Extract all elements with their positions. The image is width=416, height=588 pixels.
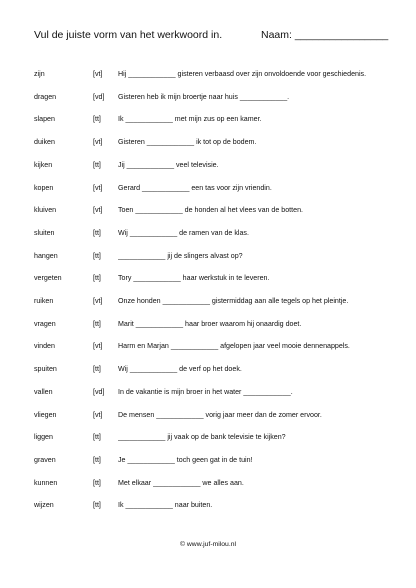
exercise-tense-code: [vd] bbox=[93, 387, 105, 396]
exercise-verb: wijzen bbox=[34, 501, 54, 510]
exercise-tense-code: [tt] bbox=[93, 319, 101, 328]
exercise-row bbox=[0, 501, 416, 513]
exercise-verb: vliegen bbox=[34, 410, 57, 419]
exercise-verb: zijn bbox=[34, 70, 45, 78]
exercise-row bbox=[0, 252, 416, 264]
exercise-row bbox=[0, 411, 416, 423]
footer-credit: © www.juf-milou.nl bbox=[180, 541, 236, 548]
exercise-verb: spuiten bbox=[34, 365, 57, 374]
exercise-verb: liggen bbox=[34, 433, 53, 442]
exercise-row bbox=[0, 184, 416, 196]
exercise-row bbox=[0, 70, 416, 82]
exercise-sentence: Tory ____________ haar werkstuk in te leveren. bbox=[118, 274, 270, 283]
exercise-tense-code: [tt] bbox=[93, 478, 101, 487]
exercise-sentence: Toen ____________ de honden al het vlees van de botten. bbox=[118, 206, 303, 215]
exercise-tense-code: [vt] bbox=[93, 206, 103, 215]
exercise-verb: dragen bbox=[34, 92, 57, 101]
exercise-sentence: Hij ____________ gisteren verbaasd over zijn onvoldoende voor geschiedenis. bbox=[118, 70, 367, 78]
exercise-tense-code: [tt] bbox=[93, 501, 101, 510]
exercise-sentence: De mensen ____________ vorig jaar meer dan de zomer ervoor. bbox=[118, 410, 322, 419]
exercise-verb: sluiten bbox=[34, 228, 55, 237]
exercise-row bbox=[0, 456, 416, 468]
exercise-tense-code: [tt] bbox=[93, 455, 101, 464]
exercise-sentence: Gerard ____________ een tas voor zijn vriendin. bbox=[118, 183, 272, 192]
exercise-row bbox=[0, 342, 416, 354]
exercise-row bbox=[0, 229, 416, 241]
exercise-tense-code: [tt] bbox=[93, 274, 101, 283]
exercise-sentence: Marit ____________ haar broer waarom hij onaardig doet. bbox=[118, 319, 302, 328]
exercise-verb: vergeten bbox=[34, 274, 62, 283]
exercise-verb: vallen bbox=[34, 387, 53, 396]
exercise-sentence: Harm en Marjan ____________ afgelopen jaar veel mooie dennenappels. bbox=[118, 342, 350, 351]
exercise-row bbox=[0, 433, 416, 445]
exercise-tense-code: [vt] bbox=[93, 183, 103, 192]
exercise-verb: kopen bbox=[34, 183, 54, 192]
exercise-sentence: Wij ____________ de verf op het doek. bbox=[118, 365, 242, 374]
exercise-tense-code: [vt] bbox=[93, 342, 103, 351]
exercise-row bbox=[0, 161, 416, 173]
exercise-verb: vragen bbox=[34, 319, 56, 328]
exercise-row bbox=[0, 297, 416, 309]
exercise-sentence: ____________ jij vaak op de bank televisie te kijken? bbox=[118, 433, 286, 442]
exercise-verb: hangen bbox=[34, 251, 58, 260]
exercise-verb: vinden bbox=[34, 342, 55, 351]
name-field-label: Naam: ________________ bbox=[261, 29, 389, 41]
exercise-sentence: Gisteren heb ik mijn broertje naar huis ____________. bbox=[118, 92, 290, 101]
exercise-sentence: Jij ____________ veel televisie. bbox=[118, 160, 219, 169]
exercise-row bbox=[0, 206, 416, 218]
exercise-row bbox=[0, 388, 416, 400]
exercise-tense-code: [tt] bbox=[93, 433, 101, 442]
exercise-row bbox=[0, 365, 416, 377]
exercise-tense-code: [tt] bbox=[93, 160, 101, 169]
exercise-sentence: Onze honden ____________ gistermiddag aan alle tegels op het pleintje. bbox=[118, 297, 349, 305]
exercise-tense-code: [vt] bbox=[93, 410, 103, 419]
exercise-tense-code: [tt] bbox=[93, 228, 101, 237]
exercise-tense-code: [vd] bbox=[93, 92, 105, 101]
exercise-sentence: Ik ____________ met mijn zus op een kamer. bbox=[118, 115, 262, 124]
exercise-verb: kluiven bbox=[34, 206, 57, 215]
worksheet-title: Vul de juiste vorm van het werkwoord in. bbox=[34, 29, 223, 41]
exercise-tense-code: [tt] bbox=[93, 251, 101, 260]
exercise-tense-code: [vt] bbox=[93, 70, 103, 78]
exercise-tense-code: [tt] bbox=[93, 365, 101, 374]
exercise-verb: slapen bbox=[34, 115, 55, 124]
exercise-tense-code: [vt] bbox=[93, 297, 103, 305]
exercise-row bbox=[0, 274, 416, 286]
exercise-row bbox=[0, 115, 416, 127]
exercise-tense-code: [tt] bbox=[93, 115, 101, 124]
exercise-verb: graven bbox=[34, 455, 56, 464]
exercise-sentence: Gisteren ____________ ik tot op de bodem. bbox=[118, 138, 257, 147]
exercise-row bbox=[0, 479, 416, 491]
exercise-sentence: ____________ jij de slingers alvast op? bbox=[118, 251, 243, 260]
exercise-sentence: Wij ____________ de ramen van de klas. bbox=[118, 228, 249, 237]
exercise-verb: kunnen bbox=[34, 478, 58, 487]
exercise-sentence: Ik ____________ naar buiten. bbox=[118, 501, 213, 510]
exercise-tense-code: [vt] bbox=[93, 138, 103, 147]
exercise-row bbox=[0, 93, 416, 105]
exercise-verb: ruiken bbox=[34, 297, 54, 305]
exercise-verb: duiken bbox=[34, 138, 55, 147]
exercise-sentence: Met elkaar ____________ we alles aan. bbox=[118, 478, 244, 487]
exercise-sentence: Je ____________ toch geen gat in de tuin! bbox=[118, 455, 253, 464]
exercise-sentence: In de vakantie is mijn broer in het water ____________. bbox=[118, 387, 293, 396]
exercise-row bbox=[0, 320, 416, 332]
exercise-verb: kijken bbox=[34, 160, 53, 169]
exercise-row bbox=[0, 138, 416, 150]
